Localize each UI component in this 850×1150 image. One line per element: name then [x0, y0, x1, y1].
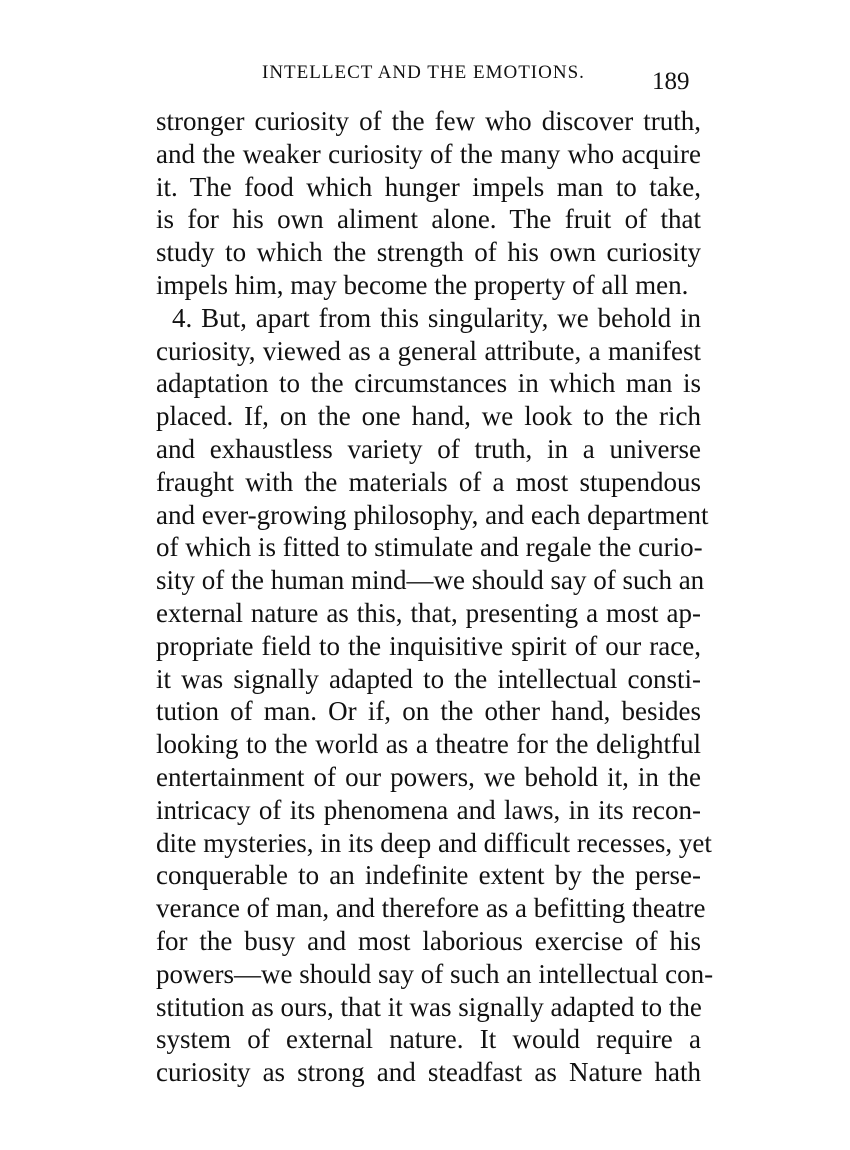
text-line: curiosity, viewed as a general attribute, a manifest — [156, 335, 701, 366]
text-line: it was signally adapted to the intellectual consti- — [156, 663, 701, 694]
page-number: 189 — [652, 68, 690, 95]
text-line: powers—we should say of such an intellectual con- — [156, 958, 714, 989]
text-line: it. The food which hunger impels man to take, — [156, 171, 701, 202]
text-line: propriate field to the inquisitive spirit of our race, — [156, 630, 701, 661]
paragraph-start-line: 4. But, apart from this singularity, we behold in — [172, 302, 701, 333]
text-line: of which is fitted to stimulate and regale the curio- — [156, 532, 703, 563]
text-line: stronger curiosity of the few who discover truth, — [156, 106, 701, 136]
text-line: for the busy and most laborious exercise of his — [156, 925, 701, 956]
text-line: stitution as ours, that it was signally adapted to the — [156, 991, 702, 1022]
text-line: system of external nature. It would require a — [156, 1024, 701, 1055]
paragraph-end-line: impels him, may become the property of all men. — [156, 269, 689, 300]
text-line: and the weaker curiosity of the many who acquire — [156, 138, 701, 169]
text-line: fraught with the materials of a most stupendous — [156, 466, 701, 497]
text-line: entertainment of our powers, we behold it, in the — [156, 761, 701, 792]
text-line: conquerable to an indefinite extent by the perse- — [156, 860, 701, 891]
text-line: study to which the strength of his own curiosity — [156, 237, 701, 268]
text-line: and exhaustless variety of truth, in a universe — [156, 433, 701, 464]
running-head: INTELLECT AND THE EMOTIONS. — [262, 62, 585, 83]
text-line: curiosity as strong and steadfast as Nature hath — [156, 1057, 701, 1088]
text-line: verance of man, and therefore as a befitting theatre — [156, 893, 706, 924]
text-line: is for his own aliment alone. The fruit of that — [156, 204, 701, 235]
text-line: looking to the world as a theatre for the delightful — [156, 729, 701, 760]
text-line: sity of the human mind—we should say of such an — [156, 565, 705, 596]
text-line: tution of man. Or if, on the other hand, besides — [156, 696, 701, 727]
text-line: dite mysteries, in its deep and difficult recesses, yet — [156, 827, 712, 858]
body-text — [156, 105, 714, 1089]
text-line: adaptation to the circumstances in which man is — [156, 368, 701, 399]
text-line: placed. If, on the one hand, we look to the rich — [156, 401, 701, 432]
text-line: and ever-growing philosophy, and each department — [156, 499, 709, 530]
text-line: external nature as this, that, presenting a most ap- — [156, 597, 701, 628]
text-line: intricacy of its phenomena and laws, in its recon- — [156, 794, 701, 825]
